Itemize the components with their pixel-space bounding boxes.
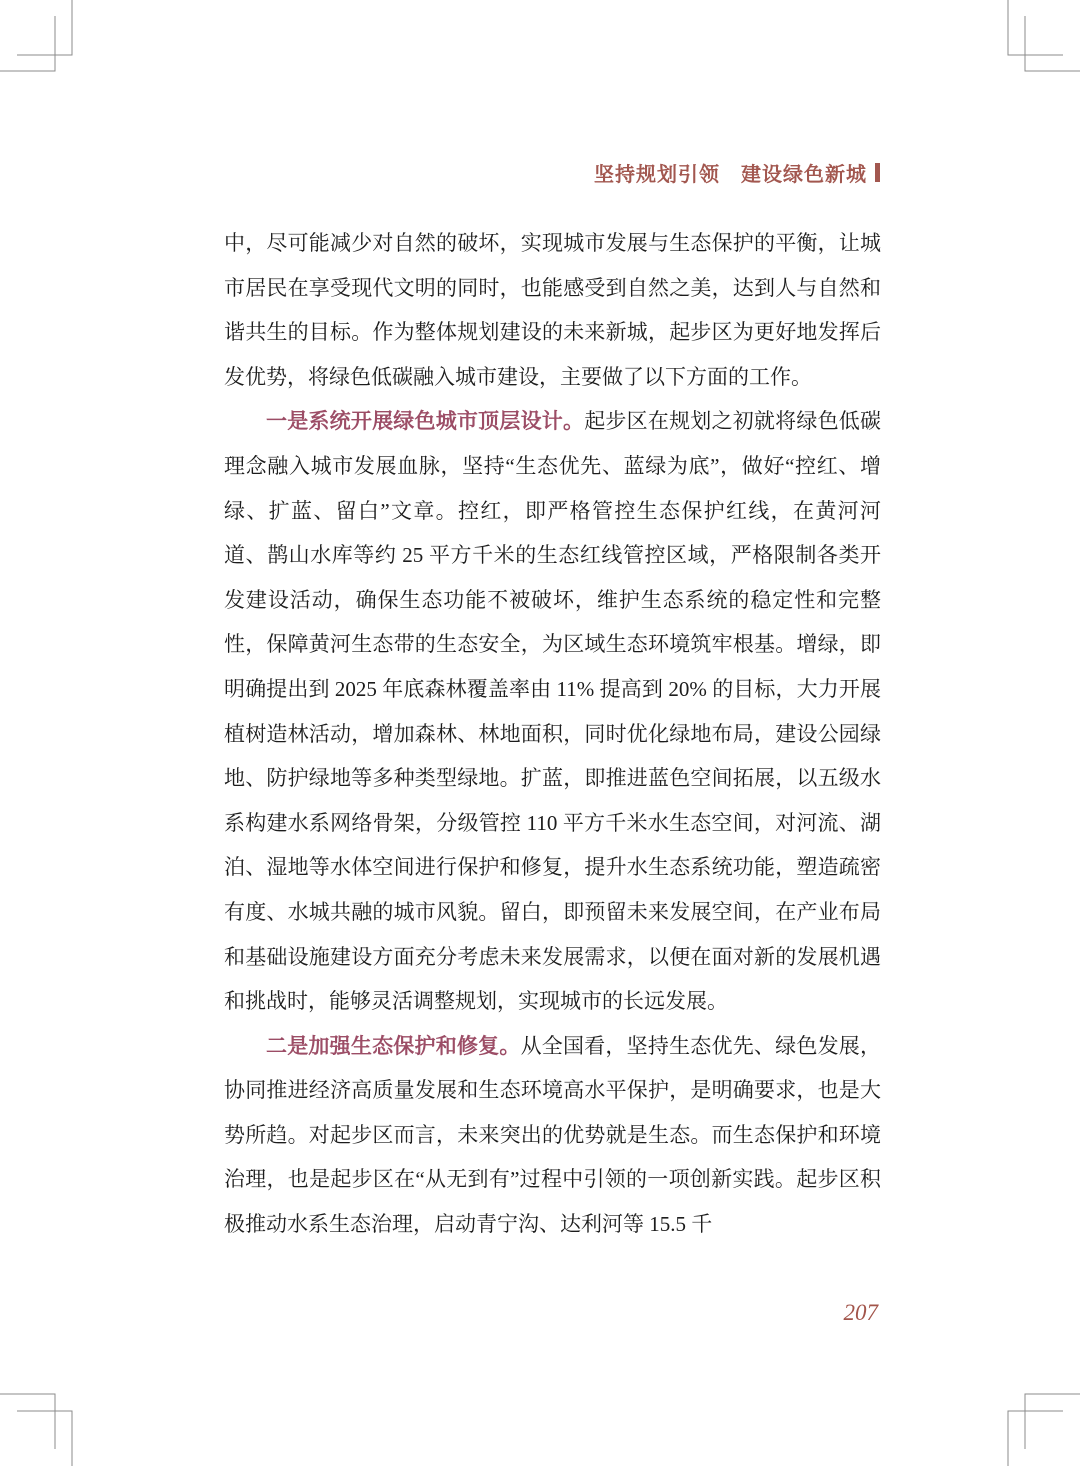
paragraph-text: 中，尽可能减少对自然的破坏，实现城市发展与生态保护的平衡，让城市居民在享受现代文明的同时，也能感受到自然之美，达到人与自然和谐共生的目标。作为整体规划建设的未来新城，起步区为更好地发挥后发优势，将绿色低碳融入城市建设，主要做了以下方面的工作。	[224, 231, 881, 389]
crop-mark-icon	[17, 1411, 72, 1466]
paragraph-lead-heading: 二是加强生态保护和修复。	[266, 1033, 521, 1058]
paragraph-text: 从全国看，坚持生态优先、绿色发展，协同推进经济高质量发展和生态环境高水平保护，是明确要求，也是大势所趋。对起步区而言，未来突出的优势就是生态。而生态保护和环境治理，也是起步区在“从无到有”过程中引领的一项创新实践。起步区积极推动水系生态治理，启动青宁沟、达利河等 15.5 千	[224, 1033, 882, 1237]
body-text-block	[224, 221, 881, 1247]
crop-mark-icon	[1025, 16, 1080, 71]
paragraph-continuation	[224, 221, 881, 399]
paragraph-point-two	[224, 1024, 881, 1247]
crop-mark-icon	[0, 16, 55, 71]
crop-mark-icon	[1025, 1394, 1080, 1449]
paragraph-lead-heading: 一是系统开展绿色城市顶层设计。	[266, 409, 585, 434]
crop-mark-icon	[17, 0, 72, 55]
paragraph-point-one	[224, 399, 881, 1023]
header-bar-icon	[875, 163, 880, 182]
crop-mark-icon	[1008, 1411, 1063, 1466]
page-number: 207	[843, 1300, 878, 1325]
crop-mark-icon	[0, 1394, 55, 1449]
paragraph-text: 起步区在规划之初就将绿色低碳理念融入城市发展血脉，坚持“生态优先、蓝绿为底”，做好“控红、增绿、扩蓝、留白”文章。控红，即严格管控生态保护红线，在黄河河道、鹊山水库等约 25 平方千米的生态红线管控区域，严格限制各类开发建设活动，确保生态功能不被破坏，维护生态系统的稳定性和完整性，保障黄河生态带的生态安全，为区域生态环境筑牢根基。增绿，即明确提出到 2025 年底森林覆盖率由 11% 提高到 20% 的目标，大力开展植树造林活动，增加森林、林地面积，同时优化绿地布局，建设公园绿地、防护绿地等多种类型绿地。扩蓝，即推进蓝色空间拓展，以五级水系构建水系网络骨架，分级管控 110 平方千米水生态空间，对河流、湖泊、湿地等水体空间进行保护和修复，提升水生态系统功能，塑造疏密有度、水城共融的城市风貌。留白，即预留未来发展空间，在产业布局和基础设施建设方面充分考虑未来发展需求，以便在面对新的发展机遇和挑战时，能够灵活调整规划，实现城市的长远发展。	[224, 409, 882, 1014]
running-header-title: 坚持规划引领 建设绿色新城	[594, 163, 867, 186]
running-header	[594, 161, 880, 186]
crop-mark-icon	[1008, 0, 1063, 55]
